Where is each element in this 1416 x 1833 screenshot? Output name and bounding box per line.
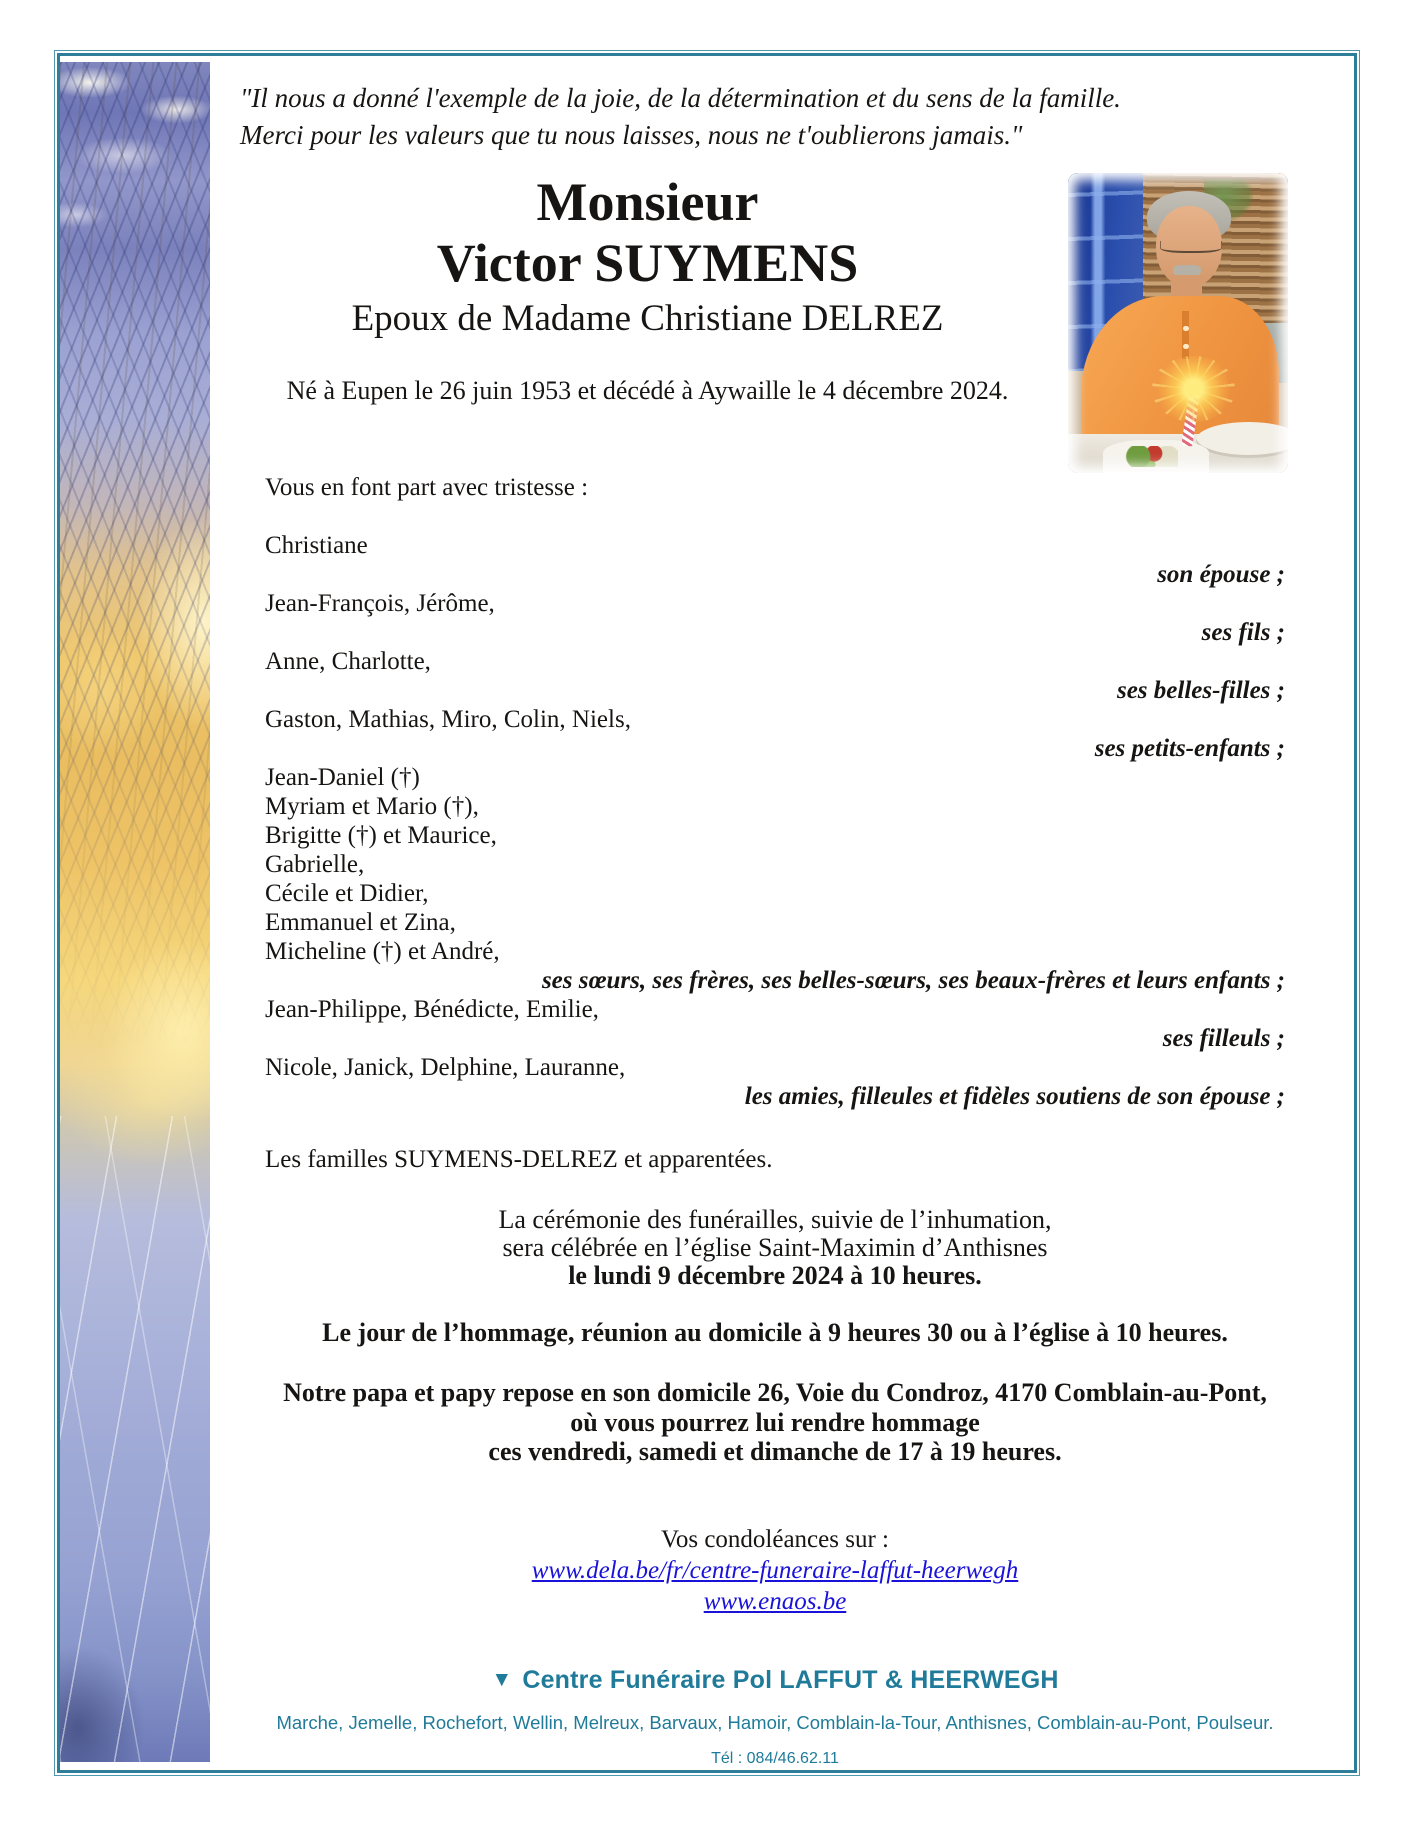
relation-label: ses belles-filles ; bbox=[1116, 677, 1285, 704]
funeral-home-footer bbox=[190, 1666, 1360, 1768]
relation-label: ses sœurs, ses frères, ses belles-sœurs, ses beaux-frères et leurs enfants ; bbox=[541, 967, 1285, 994]
birth-death-line: Né à Eupen le 26 juin 1953 et décédé à Aywaille le 4 décembre 2024. bbox=[286, 376, 1009, 405]
family-member-line: Myriam et Mario (†), bbox=[265, 793, 479, 820]
repose-line-1: Notre papa et papy repose en son domicile 26, Voie du Condroz, 4170 Comblain-au-Pont, bbox=[283, 1378, 1267, 1407]
family-member-line: Gaston, Mathias, Miro, Colin, Niels, bbox=[265, 706, 631, 733]
family-member-line: Christiane bbox=[265, 532, 368, 559]
condolences-label: Vos condoléances sur : bbox=[661, 1526, 889, 1553]
quote-line-1: "Il nous a donné l'exemple de la joie, de la détermination et du sens de la famille. bbox=[240, 83, 1121, 113]
announcement-intro: Vous en font part avec tristesse : bbox=[265, 474, 589, 501]
repose-details bbox=[128, 1378, 1416, 1467]
relation-label: les amies, filleules et fidèles soutiens de son épouse ; bbox=[744, 1083, 1285, 1110]
ceremony-date-line: le lundi 9 décembre 2024 à 10 heures. bbox=[568, 1261, 982, 1290]
family-member-line: Jean-François, Jérôme, bbox=[265, 590, 495, 617]
ceremony-line-2: sera célébrée en l’église Saint-Maximin d’Anthisnes bbox=[502, 1233, 1048, 1262]
title-block bbox=[225, 172, 1070, 406]
family-member-line: Cécile et Didier, bbox=[265, 880, 429, 907]
family-member-line: Brigitte (†) et Maurice, bbox=[265, 822, 497, 849]
spouse-line: Epoux de Madame Christiane DELREZ bbox=[351, 298, 944, 339]
repose-line-2: où vous pourrez lui rendre hommage bbox=[570, 1407, 980, 1437]
hommage-line: Le jour de l’hommage, réunion au domicile à 9 heures 30 ou à l’église à 10 heures. bbox=[322, 1318, 1228, 1347]
relation-label: ses petits-enfants ; bbox=[1094, 735, 1285, 762]
funeral-home-phone: Tél : 084/46.62.11 bbox=[711, 1750, 839, 1767]
winter-scene-image bbox=[60, 62, 210, 1762]
family-member-line: Jean-Daniel (†) bbox=[265, 764, 420, 791]
frost-branches-texture bbox=[60, 62, 210, 1048]
quote-line-2: Merci pour les valeurs que tu nous laisses, nous ne t'oublierons jamais." bbox=[240, 120, 1023, 150]
family-member-line: Jean-Philippe, Bénédicte, Emilie, bbox=[265, 996, 599, 1023]
relation-label: son épouse ; bbox=[1157, 561, 1285, 588]
condolences-link-enaos[interactable]: www.enaos.be bbox=[703, 1588, 847, 1615]
funeral-home-locations: Marche, Jemelle, Rochefort, Wellin, Melreux, Barvaux, Hamoir, Comblain-la-Tour, Anthisnes, Comblain-au-Pont, Poulseur. bbox=[276, 1712, 1274, 1733]
photo-soft-edge bbox=[1068, 173, 1288, 473]
memorial-quote bbox=[240, 80, 1230, 154]
deceased-portrait-photo bbox=[1068, 173, 1288, 473]
ceremony-details bbox=[225, 1206, 1325, 1290]
family-member-line: Gabrielle, bbox=[265, 851, 365, 878]
ceremony-line-1: La cérémonie des funérailles, suivie de l’inhumation, bbox=[498, 1205, 1052, 1234]
family-member-line: Anne, Charlotte, bbox=[265, 648, 431, 675]
relation-label: ses fils ; bbox=[1201, 619, 1285, 646]
family-member-line: Nicole, Janick, Delphine, Lauranne, bbox=[265, 1054, 626, 1081]
funeral-home-name: Centre Funéraire Pol LAFFUT & HEERWEGH bbox=[522, 1666, 1059, 1694]
repose-line-3: ces vendredi, samedi et dimanche de 17 à 19 heures. bbox=[488, 1437, 1062, 1466]
funeral-home-brand bbox=[190, 1666, 1360, 1695]
family-member-line: Micheline (†) et André, bbox=[265, 938, 500, 965]
deceased-name: Victor SUYMENS bbox=[436, 233, 859, 293]
condolences-link-dela[interactable]: www.dela.be/fr/centre-funeraire-laffut-heerwegh bbox=[531, 1557, 1019, 1584]
relation-label: ses filleuls ; bbox=[1162, 1025, 1285, 1052]
family-member-line: Emmanuel et Zina, bbox=[265, 909, 456, 936]
triangle-icon: ▼ bbox=[491, 1668, 513, 1691]
family-list bbox=[265, 531, 1285, 1111]
related-families-line: Les familles SUYMENS-DELREZ et apparentées. bbox=[265, 1146, 773, 1173]
title-prefix: Monsieur bbox=[536, 172, 759, 232]
condolences-block bbox=[225, 1524, 1325, 1617]
